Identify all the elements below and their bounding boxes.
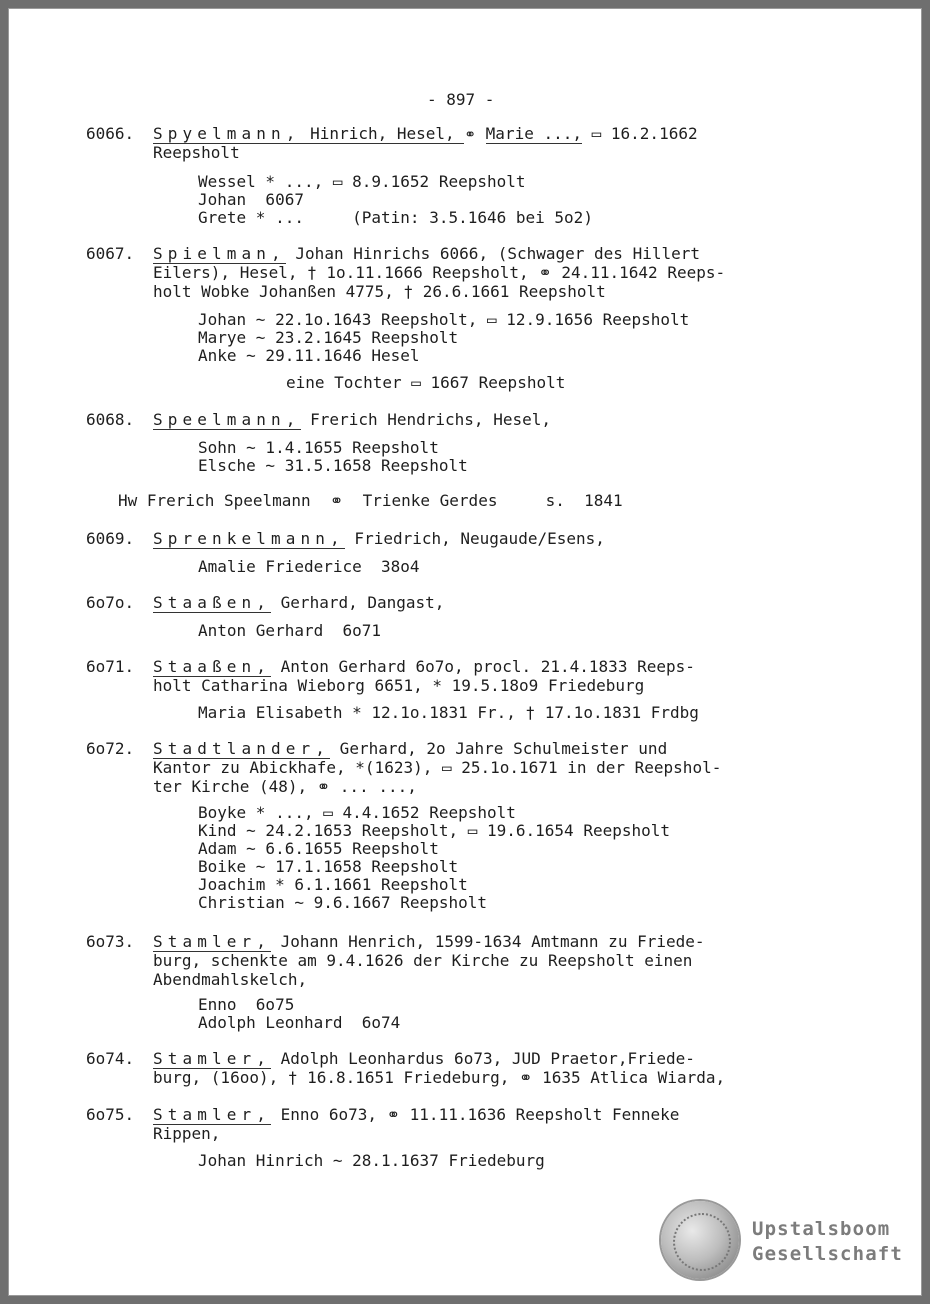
- child-line: Adolph Leonhard 6o74: [198, 1013, 401, 1032]
- entry-line: holt Catharina Wieborg 6651, * 19.5.18o9 Friedeburg: [153, 676, 645, 695]
- entry-number-6075: 6o75.: [86, 1105, 135, 1124]
- entry-number-6069: 6069.: [86, 529, 135, 548]
- burial-date: ▭ 16.2.1662: [582, 124, 698, 143]
- surname-staassen: Staaßen,: [153, 657, 272, 676]
- child-line: Anton Gerhard 6o71: [198, 621, 382, 640]
- child-line: Christian ~ 9.6.1667 Reepsholt: [198, 893, 487, 912]
- surname-sprenkelmann: Sprenkelmann,: [153, 529, 345, 548]
- child-line: Wessel * ..., ▭ 8.9.1652 Reepsholt: [198, 172, 526, 191]
- entry-note: eine Tochter ▭ 1667 Reepsholt: [286, 373, 566, 392]
- child-line: Joachim * 6.1.1661 Reepsholt: [198, 875, 468, 894]
- surname-stamler: Stamler,: [153, 1105, 272, 1124]
- child-line: Marye ~ 23.2.1645 Reepsholt: [198, 328, 459, 347]
- entry-number-6073: 6o73.: [86, 932, 135, 951]
- child-line: Amalie Friederice 38o4: [198, 557, 420, 576]
- child-line: Johan 6067: [198, 190, 304, 209]
- entry-text: Friedrich, Neugaude/Esens,: [344, 529, 605, 548]
- entry-head-6067: [153, 245, 700, 263]
- surname-spielman: Spielman,: [153, 244, 286, 263]
- entry-line: Kantor zu Abickhafe, *(1623), ▭ 25.1o.1671 in der Reepshol-: [153, 758, 722, 777]
- hw-reference-line: Hw Frerich Speelmann ⚭ Trienke Gerdes s. 1841: [118, 491, 623, 510]
- surname-stamler: Stamler,: [153, 1049, 272, 1068]
- entry-line: burg, (16oo), † 16.8.1651 Friedeburg, ⚭ 1635 Atlica Wiarda,: [153, 1068, 726, 1087]
- entry-head-6070: [153, 594, 444, 612]
- logo-text-line1: Upstalsboom: [752, 1218, 891, 1240]
- child-line: Johan Hinrich ~ 28.1.1637 Friedeburg: [198, 1151, 545, 1170]
- entry-text: Gerhard, Dangast,: [271, 593, 445, 612]
- entry-head-6068: [153, 411, 551, 429]
- entry-line: Reepsholt: [153, 143, 240, 162]
- entry-line: Eilers), Hesel, † 1o.11.1666 Reepsholt, ⚭ 24.11.1642 Reeps-: [153, 263, 726, 282]
- child-line: Elsche ~ 31.5.1658 Reepsholt: [198, 456, 468, 475]
- entry-line: holt Wobke Johanßen 4775, † 26.6.1661 Reepsholt: [153, 282, 606, 301]
- child-line: Boyke * ..., ▭ 4.4.1652 Reepsholt: [198, 803, 516, 822]
- child-line: Sohn ~ 1.4.1655 Reepsholt: [198, 438, 439, 457]
- child-line: Anke ~ 29.11.1646 Hesel: [198, 346, 420, 365]
- given-name: Hinrich, Hesel,: [300, 124, 465, 143]
- entry-number-6074: 6o74.: [86, 1049, 135, 1068]
- entry-number-6070: 6o7o.: [86, 593, 135, 612]
- entry-number-6067: 6067.: [86, 244, 135, 263]
- entry-head-6069: [153, 530, 605, 548]
- surname-speelmann: Speelmann,: [153, 410, 301, 429]
- entry-head-6072: [153, 740, 667, 758]
- entry-number-6068: 6068.: [86, 410, 135, 429]
- child-line: Kind ~ 24.2.1653 Reepsholt, ▭ 19.6.1654 Reepsholt: [198, 821, 671, 840]
- entry-text: Anton Gerhard 6o7o, procl. 21.4.1833 Reeps-: [271, 657, 695, 676]
- entry-text: Enno 6o73, ⚭ 11.11.1636 Reepsholt Fenneke: [271, 1105, 680, 1124]
- logo-text-line2: Gesellschaft: [752, 1243, 903, 1265]
- entry-number-6071: 6o71.: [86, 657, 135, 676]
- child-line: Adam ~ 6.6.1655 Reepsholt: [198, 839, 439, 858]
- surname-stamler: Stamler,: [153, 932, 272, 951]
- entry-head-6071: [153, 658, 695, 676]
- page-number: - 897 -: [427, 90, 495, 109]
- child-line: Enno 6o75: [198, 995, 295, 1014]
- entry-head-6066: [153, 125, 698, 143]
- child-line: Grete * ... (Patin: 3.5.1646 bei 5o2): [198, 208, 593, 227]
- entry-text: Johan Hinrichs 6066, (Schwager des Hillert: [285, 244, 700, 263]
- entry-number-6072: 6o72.: [86, 739, 135, 758]
- society-seal-icon: [661, 1201, 739, 1279]
- entry-line: ter Kirche (48), ⚭ ... ...,: [153, 777, 417, 796]
- entry-line: burg, schenkte am 9.4.1626 der Kirche zu Reepsholt einen: [153, 951, 693, 970]
- spouse-name: Marie ...,: [485, 124, 582, 143]
- surname-stadtlander: Stadtlander,: [153, 739, 331, 758]
- surname-spyelmann: Spyelmann,: [153, 124, 301, 143]
- entry-line: Abendmahlskelch,: [153, 970, 308, 989]
- surname-staassen: Staaßen,: [153, 593, 272, 612]
- entry-text: Frerich Hendrichs, Hesel,: [300, 410, 551, 429]
- child-line: Maria Elisabeth * 12.1o.1831 Fr., † 17.1o.1831 Frdbg: [198, 703, 699, 722]
- entry-text: Adolph Leonhardus 6o73, JUD Praetor,Friede-: [271, 1049, 695, 1068]
- entry-text: Gerhard, 2o Jahre Schulmeister und: [330, 739, 668, 758]
- entry-head-6075: [153, 1106, 679, 1124]
- child-line: Johan ~ 22.1o.1643 Reepsholt, ▭ 12.9.1656 Reepsholt: [198, 310, 690, 329]
- entry-text: Johann Henrich, 1599-1634 Amtmann zu Friede-: [271, 932, 705, 951]
- entry-number-6066: 6066.: [86, 124, 135, 143]
- entry-line: Rippen,: [153, 1124, 221, 1143]
- child-line: Boike ~ 17.1.1658 Reepsholt: [198, 857, 459, 876]
- marriage-symbol: ⚭: [464, 127, 477, 143]
- entry-head-6073: [153, 933, 705, 951]
- entry-head-6074: [153, 1050, 695, 1068]
